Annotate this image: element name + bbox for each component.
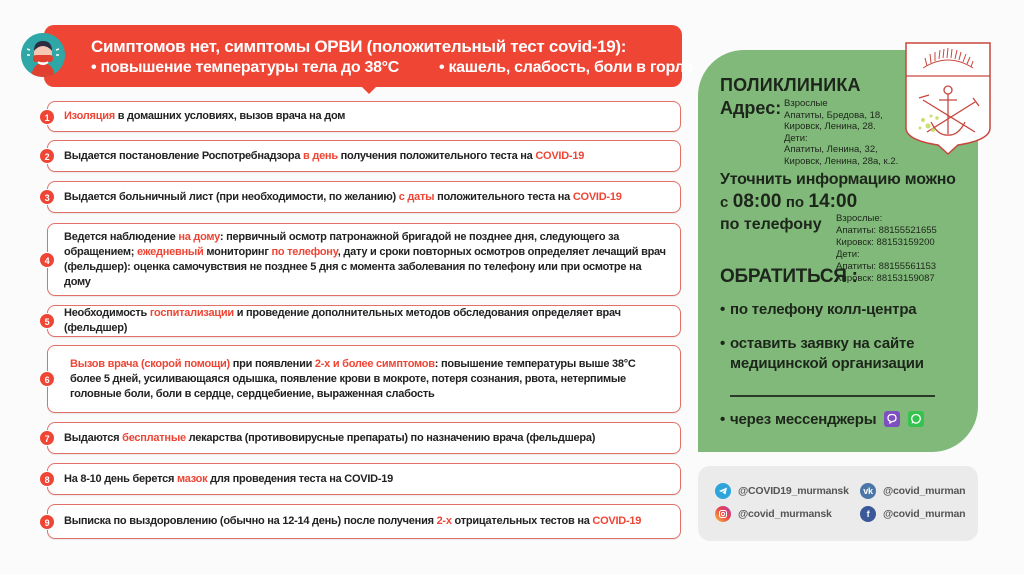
highlighted-text: Вызов врача (скорой помощи) bbox=[70, 357, 230, 370]
step-text bbox=[64, 230, 666, 290]
step-text-segment: Выдается больничный лист (при необходимости, по желанию) bbox=[64, 190, 399, 203]
step-number-badge: 9 bbox=[39, 514, 55, 530]
step-9-discharge bbox=[44, 504, 681, 539]
step-number-badge: 7 bbox=[39, 430, 55, 446]
clinic-title: ПОЛИКЛИНИКА bbox=[720, 75, 861, 95]
address-list bbox=[784, 98, 898, 167]
instagram-icon bbox=[715, 506, 731, 522]
address-line: Взрослые bbox=[784, 98, 828, 109]
step-2-resolution bbox=[44, 140, 681, 172]
step-text bbox=[64, 149, 584, 164]
header-title: Симптомов нет, симптомы ОРВИ (положительный тест covid-19): bbox=[91, 37, 627, 56]
highlighted-text: 2-х и более симптомов bbox=[314, 357, 435, 370]
social-handle: @covid_murman bbox=[883, 508, 966, 520]
step-text-segment: лекарства (противовирусные препараты) по назначению врача (фельдшера) bbox=[185, 431, 596, 444]
sick-person-avatar-icon bbox=[21, 33, 65, 77]
step-text bbox=[64, 514, 641, 529]
step-number-badge: 2 bbox=[39, 148, 55, 164]
step-text bbox=[64, 472, 393, 487]
step-number-badge: 4 bbox=[39, 252, 55, 268]
step-6-call-doctor bbox=[44, 345, 681, 413]
step-text-segment: отрицательных тестов на bbox=[451, 515, 593, 527]
step-text bbox=[64, 109, 345, 124]
highlighted-text: бесплатные bbox=[122, 431, 186, 444]
highlighted-text: Изоляция bbox=[64, 110, 115, 122]
phone-line: Дети: bbox=[836, 249, 860, 260]
step-text-segment: : первичный осмотр патронажной бригадой не позднее дня, следующего за обращением; bbox=[64, 230, 620, 258]
social-instagram[interactable] bbox=[715, 506, 832, 522]
social-vk[interactable] bbox=[860, 483, 965, 499]
address-line: Апатиты, Ленина, 32, bbox=[784, 144, 878, 155]
step-text-segment: : повышение температуры выше 38°С более 5 дней, усиливающаяся одышка, появление крови в мокроте, потеря сознания, рвота, нетерпимые головные боли, боли в сердце, сердцебиение, выраженная слабость bbox=[70, 357, 636, 400]
contact-label: ОБРАТИТЬСЯ : bbox=[720, 266, 858, 287]
step-number-badge: 6 bbox=[39, 371, 55, 387]
facebook-icon: f bbox=[860, 506, 876, 522]
highlighted-text: на дому bbox=[178, 230, 220, 243]
social-handle: @COVID19_murmansk bbox=[738, 485, 849, 497]
option-messengers: • через мессенджеры bbox=[720, 410, 924, 430]
social-facebook[interactable] bbox=[860, 506, 965, 522]
step-3-sick-leave bbox=[44, 181, 681, 213]
vk-icon: vk bbox=[860, 483, 876, 499]
phone-line[interactable]: Апатиты: 88155521655 bbox=[836, 225, 937, 236]
phone-label: по телефону bbox=[720, 216, 822, 233]
time-to: 14:00 bbox=[808, 191, 858, 212]
step-number-badge: 8 bbox=[39, 471, 55, 487]
working-hours bbox=[720, 191, 857, 213]
time-from-prefix: с bbox=[720, 194, 729, 211]
step-text-segment: Ведется наблюдение bbox=[64, 230, 179, 243]
highlighted-text: в день bbox=[303, 149, 338, 162]
step-text bbox=[64, 190, 622, 205]
social-handle: @covid_murman bbox=[883, 485, 966, 497]
address-label: Адрес: bbox=[720, 98, 782, 118]
step-number-badge: 3 bbox=[39, 189, 55, 205]
whatsapp-icon[interactable] bbox=[908, 411, 924, 427]
step-7-free-medicine bbox=[44, 422, 681, 454]
step-4-home-monitoring bbox=[44, 223, 681, 296]
step-text-segment: получения положительного теста на bbox=[337, 149, 536, 162]
step-8-swab-test bbox=[44, 463, 681, 495]
highlighted-text: COVID-19 bbox=[592, 515, 642, 527]
option-text: оставить заявку на сайте bbox=[730, 335, 915, 352]
time-from: 08:00 bbox=[732, 191, 782, 212]
step-text bbox=[70, 357, 666, 402]
highlighted-text: с даты bbox=[398, 190, 435, 203]
highlighted-text: госпитализации bbox=[149, 307, 234, 319]
telegram-icon bbox=[715, 483, 731, 499]
address-line: Кировск, Ленина, 28. bbox=[784, 121, 876, 132]
step-text-segment: при появлении bbox=[229, 357, 315, 370]
step-number-badge: 5 bbox=[39, 313, 55, 329]
step-5-hospitalization bbox=[44, 305, 681, 337]
highlighted-text: по телефону bbox=[271, 245, 338, 258]
step-text bbox=[64, 431, 595, 446]
viber-icon[interactable] bbox=[884, 411, 900, 427]
address-line: Апатиты, Бредова, 18, bbox=[784, 109, 883, 121]
phone-line[interactable]: Кировск: 88153159087 bbox=[836, 273, 935, 284]
step-text-segment: Выдается постановление Роспотребнадзора bbox=[64, 149, 304, 162]
header-bullet-cough: • кашель, слабость, боли в горле bbox=[439, 59, 693, 76]
phone-line[interactable]: Кировск: 88153159200 bbox=[836, 237, 935, 248]
step-text-segment: На 8-10 день берется bbox=[64, 472, 177, 485]
highlighted-text: ежедневный bbox=[137, 245, 204, 258]
phone-line[interactable]: Апатиты: 88155561153 bbox=[836, 261, 937, 272]
divider bbox=[730, 395, 935, 397]
highlighted-text: 2-х bbox=[436, 515, 452, 527]
step-text bbox=[64, 306, 680, 336]
step-text-segment: для проведения теста на COVID-19 bbox=[207, 472, 394, 485]
highlighted-text: COVID-19 bbox=[572, 190, 622, 203]
phone-line: Взрослые: bbox=[836, 213, 883, 224]
time-to-prefix: по bbox=[785, 194, 805, 211]
address-line: Дети: bbox=[784, 132, 808, 144]
step-text-segment: положительного теста на bbox=[434, 190, 573, 203]
step-text-segment: Необходимость bbox=[64, 307, 150, 319]
option-website-request: • оставить заявку на сайте медицинской организации bbox=[720, 335, 924, 372]
address-line: Кировск, Ленина, 28а, к.2. bbox=[784, 155, 899, 167]
social-telegram[interactable] bbox=[715, 483, 849, 499]
step-text-segment: и проведение дополнительных методов обследования определяет врач (фельдшер) bbox=[64, 307, 621, 334]
option-call-center: • по телефону колл-центра bbox=[720, 301, 917, 318]
step-text-segment: Выдаются bbox=[64, 431, 123, 444]
social-media-box bbox=[698, 466, 978, 541]
option-text: по телефону колл-центра bbox=[730, 301, 917, 318]
step-number-badge: 1 bbox=[39, 109, 55, 125]
city-coat-of-arms-icon bbox=[903, 40, 993, 158]
step-text-segment: в домашних условиях, вызов врача на дом bbox=[114, 110, 346, 122]
highlighted-text: мазок bbox=[176, 472, 208, 485]
step-text-segment: Выписка по выздоровлению (обычно на 12-14 день) после получения bbox=[64, 515, 437, 527]
social-handle: @covid_murmansk bbox=[738, 508, 832, 520]
option-text: медицинской организации bbox=[730, 355, 924, 372]
symptoms-header bbox=[44, 25, 693, 87]
step-text-segment: мониторинг bbox=[203, 245, 272, 258]
info-text: Уточнить информацию можно bbox=[720, 171, 956, 188]
header-bullet-temperature: • повышение температуры тела до 38°С bbox=[91, 59, 400, 76]
step-text-segment: , дату и сроки повторных осмотров определяет лечащий врач (фельдшер): оценка самочувствия не позднее 5 дня с момента заболевания по телефону или при осмотре на дому bbox=[64, 245, 666, 288]
highlighted-text: COVID-19 bbox=[535, 149, 585, 162]
step-1-isolation bbox=[44, 101, 681, 132]
messenger-label: через мессенджеры bbox=[730, 411, 877, 428]
